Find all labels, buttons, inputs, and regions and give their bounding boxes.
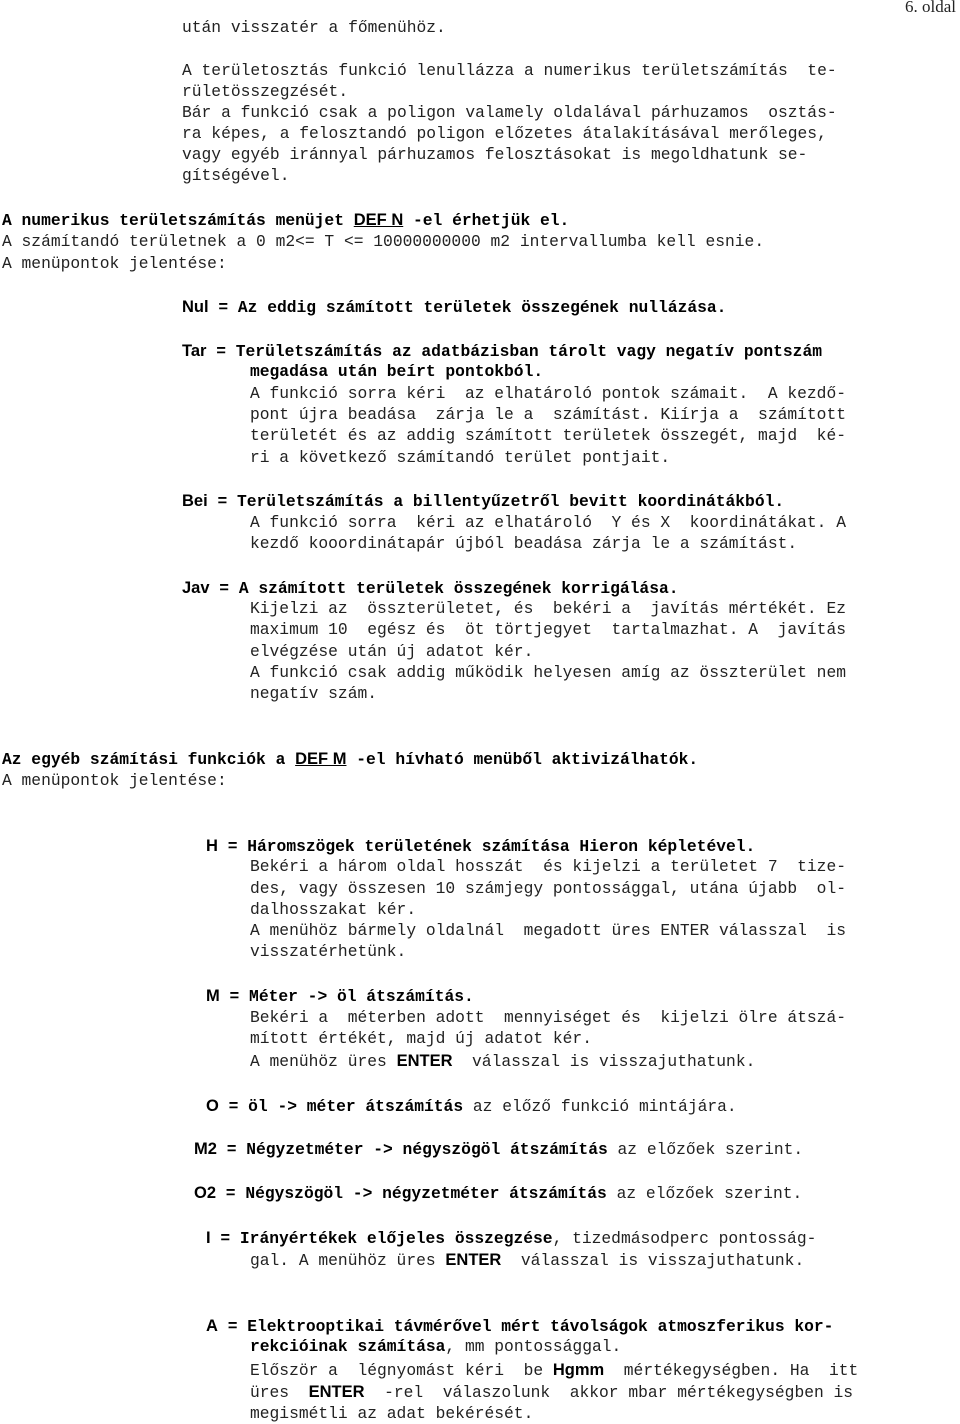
- menu-item-tar: Tar = Területszámítás az adatbázisban tárolt vagy negatív pontszám: [182, 342, 822, 361]
- a-desc-line: rekcióinak számítása, mm pontossággal.: [250, 1337, 622, 1356]
- def-m-key: DEF M: [295, 750, 347, 768]
- enter-key: ENTER: [308, 1383, 365, 1401]
- area-para-line: Bár a funkció csak a poligon valamely oldalával párhuzamos osztás-: [182, 103, 837, 122]
- a-key: A: [206, 1317, 218, 1335]
- menu-meaning-label: A menüpontok jelentése:: [2, 771, 227, 790]
- return-line: után visszatér a főmenühöz.: [182, 18, 446, 37]
- area-para-line: vagy egyéb iránnyal párhuzamos felosztásokat is megoldhatunk se-: [182, 145, 808, 164]
- range-line: A számítandó területnek a 0 m2<= T <= 10000000000 m2 intervallumba kell esnie.: [2, 232, 765, 251]
- nul-key: Nul: [182, 298, 209, 316]
- jav-desc-line: Kijelzi az összterületet, és bekéri a javítás mértékét. Ez: [250, 599, 846, 618]
- a-desc-line: megismétli az adat bekérését.: [250, 1404, 534, 1423]
- tar-key: Tar: [182, 342, 207, 360]
- h-desc-line: Bekéri a három oldal hosszát és kijelzi a területet 7 tize-: [250, 857, 846, 876]
- menu-item-jav: Jav = A számított területek összegének korrigálása.: [182, 579, 679, 598]
- bei-key: Bei: [182, 492, 208, 510]
- tar-desc-line: területét és az addig számított területek összegét, majd ké-: [250, 426, 846, 445]
- jav-desc-line: negatív szám.: [250, 684, 378, 703]
- m-desc-line: Bekéri a méterben adott mennyiséget és kijelzi ölre átszá-: [250, 1008, 846, 1027]
- h-desc-line: dalhosszakat kér.: [250, 900, 417, 919]
- area-para-line: A területosztás funkció lenullázza a numerikus területszámítás te-: [182, 61, 837, 80]
- h-desc-line: visszatérhetünk.: [250, 942, 407, 961]
- page-number: 6. oldal: [905, 0, 956, 16]
- m2-key: M2: [194, 1140, 217, 1158]
- jav-desc-line: A funkció csak addig működik helyesen amíg az összterület nem: [250, 663, 846, 682]
- tar-desc-line: A funkció sorra kéri az elhatároló pontok számait. A kezdő-: [250, 384, 846, 403]
- a-desc-line: Először a légnyomást kéri be Hgmm mértékegységben. Ha itt: [250, 1361, 859, 1380]
- menu-item-m: M = Méter -> öl átszámítás.: [206, 987, 474, 1006]
- hgmm-key: Hgmm: [552, 1361, 605, 1379]
- menu-item-m2: M2 = Négyzetméter -> négyszögöl átszámítás az előzőek szerint.: [194, 1140, 804, 1159]
- m-desc-line: mított értékét, majd új adatot kér.: [250, 1029, 592, 1048]
- tar-desc-line: pont újra beadása zárja le a számítást. Kiírja a számított: [250, 405, 846, 424]
- menu-item-tar-cont: megadása után beírt pontokból.: [250, 362, 544, 381]
- other-heading: Az egyéb számítási funkciók a DEF M -el hívható menüből aktivizálhatók.: [2, 750, 699, 769]
- menu-item-bei: Bei = Területszámítás a billentyűzetről bevitt koordinátákból.: [182, 492, 785, 511]
- numeric-heading: A numerikus területszámítás menüjet DEF N -el érhetjük el.: [2, 211, 570, 230]
- menu-item-i: I = Irányértékek előjeles összegzése, tizedmásodperc pontosság-: [206, 1229, 817, 1248]
- bei-desc-line: A funkció sorra kéri az elhatároló Y és X koordinátákat. A: [250, 513, 846, 532]
- o2-key: O2: [194, 1184, 217, 1202]
- h-desc-line: A menühöz bármely oldalnál megadott üres ENTER válasszal is: [250, 921, 846, 940]
- menu-meaning-label: A menüpontok jelentése:: [2, 254, 227, 273]
- area-para-line: gítségével.: [182, 166, 290, 185]
- menu-item-o: O = öl -> méter átszámítás az előző funkció mintájára.: [206, 1097, 737, 1116]
- menu-item-h: H = Háromszögek területének számítása Hieron képletével.: [206, 837, 756, 856]
- enter-key: ENTER: [445, 1251, 502, 1269]
- jav-desc-line: maximum 10 egész és öt törtjegyet tartalmazhat. A javítás: [250, 620, 846, 639]
- bei-desc-line: kezdő kooordinátapár újból beadása zárja le a számítást.: [250, 534, 798, 553]
- m-desc-line: A menühöz üres ENTER válasszal is visszajuthatunk.: [250, 1052, 756, 1071]
- area-para-line: ra képes, a felosztandó poligon előzetes átalakításával merőleges,: [182, 124, 827, 143]
- o-key: O: [206, 1097, 219, 1115]
- tar-desc-line: ri a következő számítandó terület pontjait.: [250, 448, 671, 467]
- menu-item-a: A = Elektrooptikai távmérővel mért távolságok atmoszferikus kor-: [206, 1317, 834, 1336]
- a-desc-line: üres ENTER -rel válaszolunk akkor mbar mértékegységben is: [250, 1383, 854, 1402]
- i-key: I: [206, 1229, 211, 1247]
- menu-item-nul: Nul = Az eddig számított területek összegének nullázása.: [182, 298, 727, 317]
- h-key: H: [206, 837, 218, 855]
- h-desc-line: des, vagy összesen 10 számjegy pontossággal, utána újabb ol-: [250, 879, 846, 898]
- menu-item-o2: O2 = Négyszögöl -> négyzetméter átszámítás az előzőek szerint.: [194, 1184, 803, 1203]
- jav-key: Jav: [182, 579, 210, 597]
- enter-key: ENTER: [396, 1052, 453, 1070]
- jav-desc-line: elvégzése után új adatot kér.: [250, 642, 534, 661]
- area-para-line: rületösszegzését.: [182, 82, 349, 101]
- m-key: M: [206, 987, 220, 1005]
- i-desc-line: gal. A menühöz üres ENTER válasszal is visszajuthatunk.: [250, 1251, 805, 1270]
- def-n-key: DEF N: [353, 211, 404, 229]
